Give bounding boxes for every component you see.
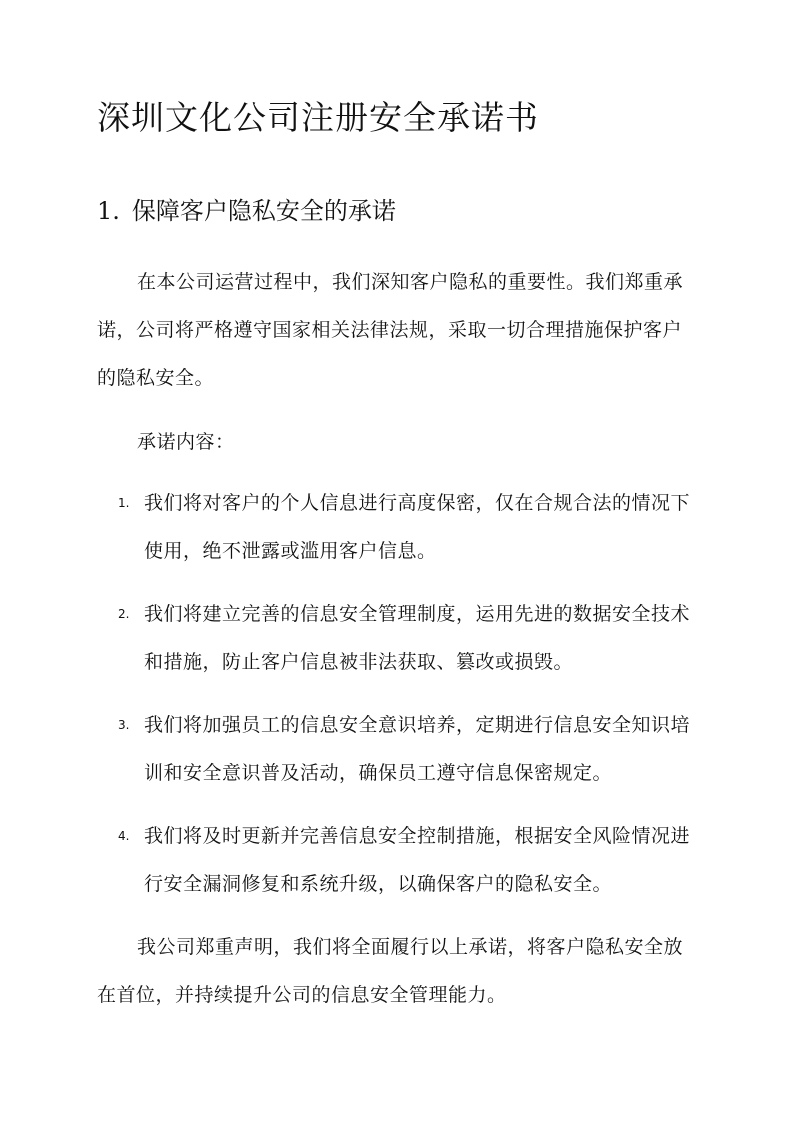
list-item-number: 1. [118, 496, 130, 510]
list-item-text: 我们将加强员工的信息安全意识培养，定期进行信息安全知识培训和安全意识普及活动，确保员工遵守信息保密规定。 [144, 714, 691, 784]
commitment-item [118, 812, 702, 908]
intro-paragraph: 在本公司运营过程中，我们深知客户隐私的重要性。我们郑重承诺，公司将严格遵守国家相关法律法规，采取一切合理措施保护客户的隐私安全。 [97, 271, 684, 389]
list-item-number: 4. [118, 829, 130, 843]
commitment-item [118, 590, 702, 686]
list-item-number: 2. [118, 607, 130, 621]
commitment-item [118, 701, 702, 797]
list-item-text: 我们将及时更新并完善信息安全控制措施，根据安全风险情况进行安全漏洞修复和系统升级，以确保客户的隐私安全。 [144, 825, 691, 895]
commitment-item [118, 479, 702, 575]
list-item-number: 3. [118, 718, 130, 732]
section-title: 保障客户隐私安全的承诺 [131, 197, 396, 225]
commitment-label: 承诺内容： [137, 431, 235, 453]
list-item-text: 我们将建立完善的信息安全管理制度，运用先进的数据安全技术和措施，防止客户信息被非法获取、篡改或损毁。 [144, 603, 691, 673]
list-item-text: 我们将对客户的个人信息进行高度保密，仅在合规合法的情况下使用，绝不泄露或滥用客户信息。 [144, 492, 691, 562]
section-heading [97, 193, 396, 229]
closing-paragraph: 我公司郑重声明，我们将全面履行以上承诺，将客户隐私安全放在首位，并持续提升公司的信息安全管理能力。 [97, 936, 684, 1006]
section-number: 1. [97, 197, 120, 225]
document-title: 深圳文化公司注册安全承诺书 [97, 98, 539, 137]
